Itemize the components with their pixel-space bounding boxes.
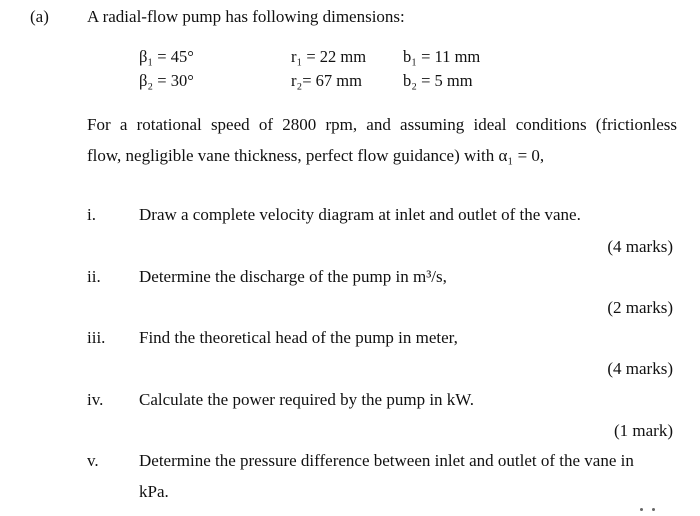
question-2-text: Determine the discharge of the pump in m³/s,	[139, 267, 447, 286]
question-1-number: i.	[87, 205, 96, 224]
question-1-marks: (4 marks)	[607, 237, 673, 256]
given-r1: r₁ = 22 mm	[291, 47, 367, 66]
question-3-number: iii.	[87, 328, 106, 347]
question-4-number: iv.	[87, 390, 104, 409]
question-5-text: Determine the pressure difference between inlet and outlet of the vane in	[139, 451, 634, 470]
question-4-marks: (1 mark)	[613, 421, 673, 440]
question-3-text: Find the theoretical head of the pump in meter,	[139, 328, 458, 347]
page-cut-marks	[640, 508, 660, 512]
given-beta1: β₁ = 45°	[139, 47, 194, 66]
given-beta2: β₂ = 30°	[139, 71, 194, 90]
given-b1: b₁ = 11 mm	[403, 47, 481, 66]
question-5-text-continued: kPa.	[139, 482, 169, 501]
question-4-text: Calculate the power required by the pump in kW.	[139, 390, 475, 409]
question-2-number: ii.	[87, 267, 101, 286]
conditions-paragraph	[87, 109, 677, 171]
problem-intro: A radial-flow pump has following dimensions:	[87, 7, 405, 26]
conditions-line-2: flow, negligible vane thickness, perfect flow guidance) with α₁ = 0,	[87, 146, 545, 165]
part-label: (a)	[30, 7, 49, 26]
question-3-marks: (4 marks)	[607, 359, 673, 378]
question-1-text: Draw a complete velocity diagram at inlet and outlet of the vane.	[139, 205, 581, 224]
conditions-line-1: For a rotational speed of 2800 rpm, and assuming ideal conditions (frictionless	[87, 115, 677, 134]
question-2-marks: (2 marks)	[607, 298, 673, 317]
given-r2: r₂= 67 mm	[291, 71, 362, 90]
given-b2: b₂ = 5 mm	[403, 71, 473, 90]
question-5-number: v.	[87, 451, 99, 470]
